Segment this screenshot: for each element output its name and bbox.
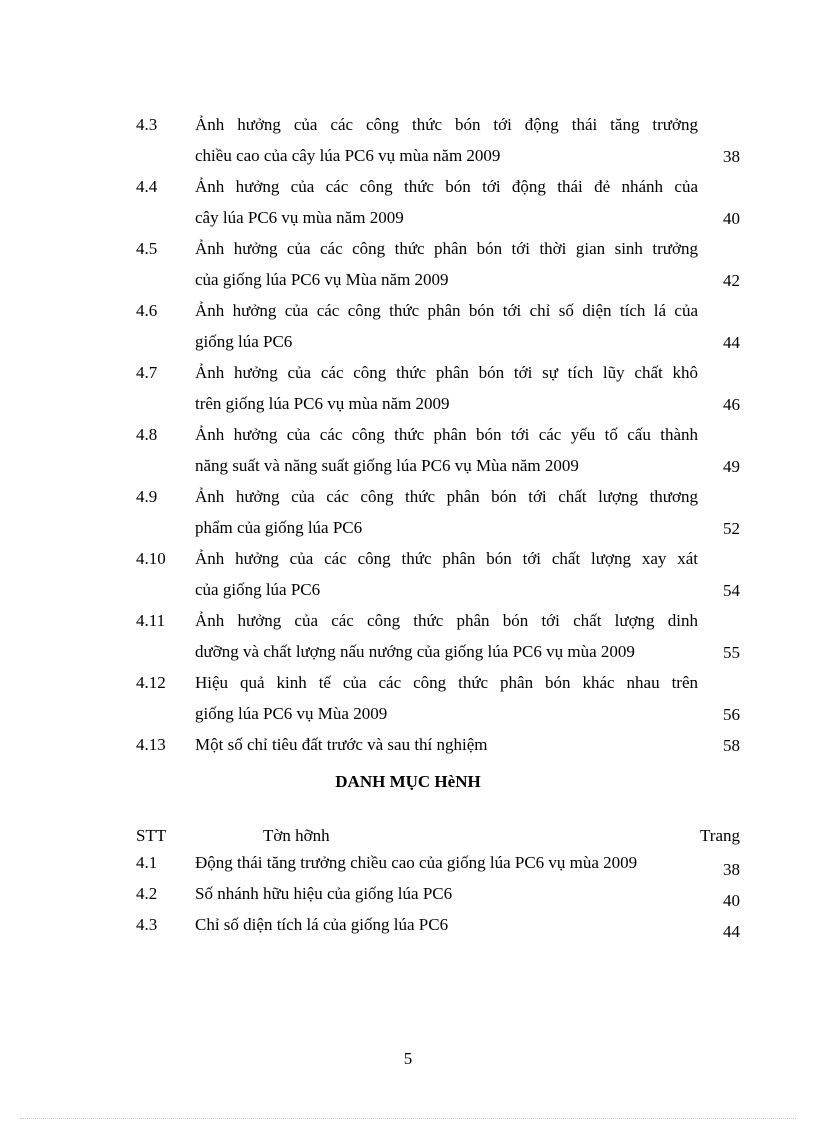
entry-number: 4.3 [136,115,158,134]
entry-title-line2: phẩm của giống lúa PC6 [195,518,363,537]
entry-number: 4.6 [136,301,158,320]
entry-title-line2: năng suất và năng suất giống lúa PC6 vụ Mùa năm 2009 [195,456,579,475]
entry-title-line2: của giống lúa PC6 [195,580,321,599]
entry-title-line1: Một số chỉ tiêu đất trước và sau thí nghiệm [195,735,488,754]
figure-number: 4.3 [136,915,158,934]
table-entry [136,421,740,483]
table-entry [136,607,740,669]
entry-title-line1: Ảnh hưởng của các công thức phân bón tới thời gian sinh trưởng [195,239,698,258]
figure-entry [136,912,740,943]
entry-number: 4.10 [136,549,166,568]
entry-title-line1: Ảnh hưởng của các công thức phân bón tới các yếu tố cấu thành [195,425,698,444]
figure-entry [136,850,740,881]
table-entry [136,173,740,235]
entry-title-line2: giống lúa PC6 vụ Mùa 2009 [195,704,388,723]
figure-page: 40 [723,891,740,910]
entry-title-line2: giống lúa PC6 [195,332,293,351]
header-page: Trang [700,826,740,845]
table-entry [136,669,740,731]
entry-page: 42 [723,271,740,290]
table-entry [136,235,740,297]
figures-heading: DANH MỤC HèNH [335,772,481,791]
entry-number: 4.13 [136,735,166,754]
entry-title-line1: Ảnh hưởng của các công thức phân bón tới chỉ số diện tích lá của [195,301,698,320]
figure-number: 4.2 [136,884,158,903]
entry-title-line1: Hiệu quả kinh tế của các công thức phân bón khác nhau trên [195,673,698,692]
entry-number: 4.8 [136,425,158,444]
figure-page: 38 [723,860,740,879]
entry-title-line1: Ảnh hưởng của các công thức phân bón tới sự tích lũy chất khô [195,363,698,382]
page-bottom-divider [20,1118,796,1119]
entry-page: 56 [723,705,740,724]
entry-number: 4.11 [136,611,166,630]
entry-page: 38 [723,147,740,166]
table-list [136,111,740,793]
entry-title-line1: Ảnh hưởng của các công thức bón tới động thái đẻ nhánh của [195,177,698,196]
entry-number: 4.5 [136,239,158,258]
figure-title: Số nhánh hữu hiệu của giống lúa PC6 [195,884,453,903]
entry-number: 4.7 [136,363,158,382]
figure-title: Động thái tăng trưởng chiều cao của giống lúa PC6 vụ mùa 2009 [195,853,638,872]
figure-list-header [136,826,740,850]
entry-title-line1: Ảnh hưởng của các công thức phân bón tới chất lượng dinh [195,611,698,630]
entry-title-line2: cây lúa PC6 vụ mùa năm 2009 [195,208,404,227]
entry-page: 44 [723,333,740,352]
entry-title-line2: trên giống lúa PC6 vụ mùa năm 2009 [195,394,450,413]
entry-title-line1: Ảnh hưởng của các công thức bón tới động thái tăng trưởng [195,115,698,134]
entry-page: 52 [723,519,740,538]
entry-page: 49 [723,457,740,476]
header-name: Tờn hỡnh [263,826,330,845]
entry-number: 4.4 [136,177,158,196]
entry-page: 40 [723,209,740,228]
entry-title-line1: Ảnh hưởng của các công thức phân bón tới chất lượng xay xát [195,549,698,568]
page-number: 5 [403,1049,413,1068]
entry-page: 46 [723,395,740,414]
entry-number: 4.9 [136,487,158,506]
entry-title-line2: của giống lúa PC6 vụ Mùa năm 2009 [195,270,449,289]
table-entry [136,483,740,545]
entry-title-line2: chiều cao của cây lúa PC6 vụ mùa năm 2009 [195,146,501,165]
entry-page: 54 [723,581,740,600]
table-entry [136,297,740,359]
entry-page: 55 [723,643,740,662]
table-entry [136,359,740,421]
figure-number: 4.1 [136,853,158,872]
entry-title-line1: Ảnh hưởng của các công thức phân bón tới chất lượng thương [195,487,698,506]
table-entry [136,545,740,607]
entry-number: 4.12 [136,673,166,692]
table-entry [136,111,740,173]
figure-title: Chỉ số diện tích lá của giống lúa PC6 [195,915,449,934]
entry-title-line2: dưỡng và chất lượng nấu nướng của giống lúa PC6 vụ mùa 2009 [195,642,635,661]
entry-page: 58 [723,736,740,755]
header-stt: STT [136,826,167,845]
figure-page: 44 [723,922,740,941]
figure-list [136,826,740,943]
figure-entry [136,881,740,912]
